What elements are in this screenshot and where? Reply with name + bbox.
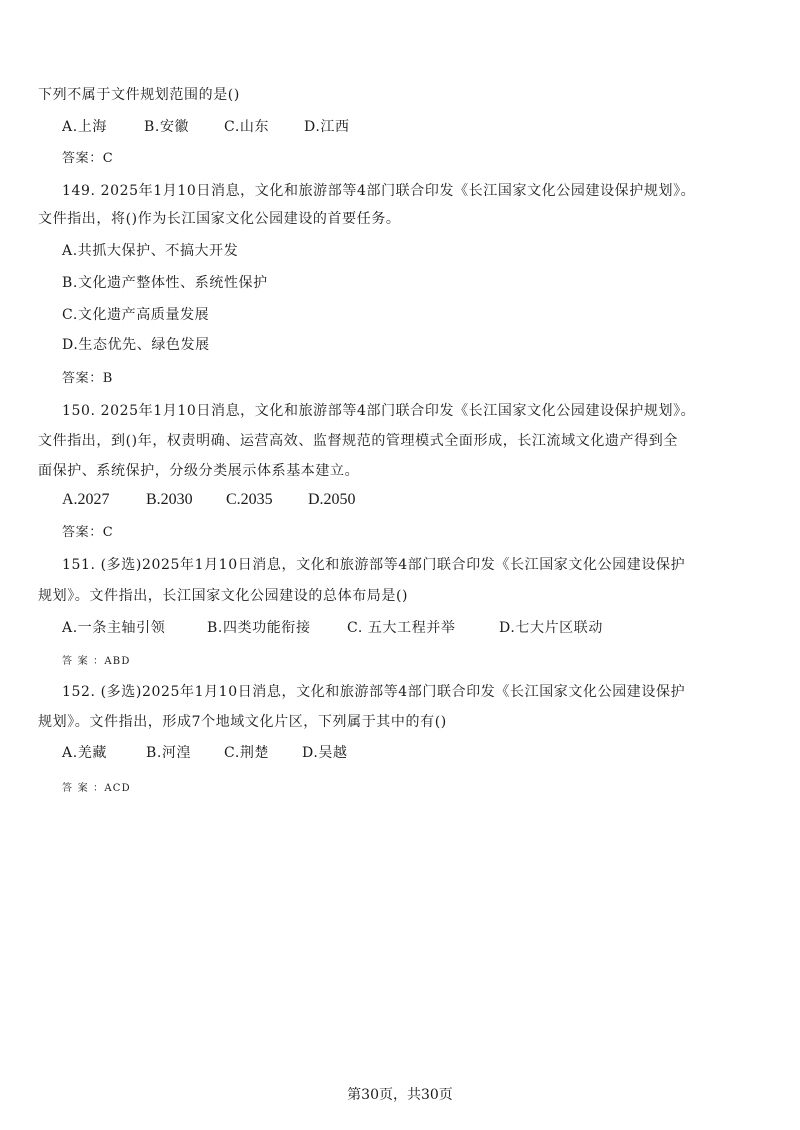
q151-option-b: B.四类功能衔接	[207, 620, 311, 636]
q148-stem: 下列不属于文件规划范围的是()	[38, 87, 240, 103]
q148-option-b: B.安徽	[144, 119, 190, 135]
q150-answer: 答案：C	[62, 525, 114, 540]
q150-option-d: D.2050	[308, 491, 356, 508]
q149-stem-line2: 文件指出，将()作为长江国家文化公园建设的首要任务。	[38, 211, 401, 227]
q152-stem-line1: 152. (多选)2025年1月10日消息，文化和旅游部等4部门联合印发《长江国家文化公园建设保护	[62, 684, 686, 700]
q149-option-a: A.共抓大保护、不搞大开发	[62, 243, 239, 259]
q150-option-b: B.2030	[146, 491, 193, 508]
q152-option-a: A.羌藏	[62, 745, 107, 761]
q149-option-b: B.文化遗产整体性、系统性保护	[62, 275, 268, 291]
q150-options	[62, 491, 356, 509]
q148-answer: 答案：C	[62, 151, 114, 166]
q149-answer: 答案：B	[62, 371, 113, 386]
q150-stem-line1: 150. 2025年1月10日消息，文化和旅游部等4部门联合印发《长江国家文化公园建设保护规划》。	[62, 403, 696, 419]
q150-option-c: C.2035	[226, 491, 273, 508]
q151-option-a: A.一条主轴引领	[62, 620, 166, 636]
q148-option-d: D.江西	[304, 119, 350, 135]
q151-stem-line1: 151. (多选)2025年1月10日消息，文化和旅游部等4部门联合印发《长江国家文化公园建设保护	[62, 557, 686, 573]
q151-options	[62, 619, 603, 637]
q150-stem-line2: 文件指出，到()年，权责明确、运营高效、监督规范的管理模式全面形成，长江流域文化遗产得到全	[38, 433, 678, 449]
q148-options	[62, 118, 350, 136]
page-number-footer: 第30页，共30页	[347, 1087, 453, 1103]
q149-stem-line1: 149. 2025年1月10日消息，文化和旅游部等4部门联合印发《长江国家文化公园建设保护规划》。	[62, 183, 696, 199]
q152-stem-line2: 规划》。文件指出，形成7个地域文化片区，下列属于其中的有()	[38, 714, 447, 730]
q151-stem-line2: 规划》。文件指出，长江国家文化公园建设的总体布局是()	[38, 588, 409, 604]
q150-stem-line3: 面保护、系统保护，分级分类展示体系基本建立。	[38, 463, 360, 479]
q150-option-a: A.2027	[62, 491, 110, 508]
q151-option-d: D.七大片区联动	[499, 620, 603, 636]
q152-option-c: C.荆楚	[224, 745, 270, 761]
q148-option-c: C.山东	[224, 119, 270, 135]
q152-answer: 答 案 ：ACD	[62, 783, 131, 794]
q149-option-c: C.文化遗产高质量发展	[62, 307, 210, 323]
q152-options	[62, 744, 348, 762]
q151-answer: 答 案 ：ABD	[62, 656, 131, 667]
q151-option-c: C. 五大工程并举	[347, 620, 456, 636]
q152-option-b: B.河湟	[146, 745, 192, 761]
q152-option-d: D.吴越	[302, 745, 348, 761]
q149-option-d: D.生态优先、绿色发展	[62, 337, 210, 353]
q148-option-a: A.上海	[62, 119, 107, 135]
